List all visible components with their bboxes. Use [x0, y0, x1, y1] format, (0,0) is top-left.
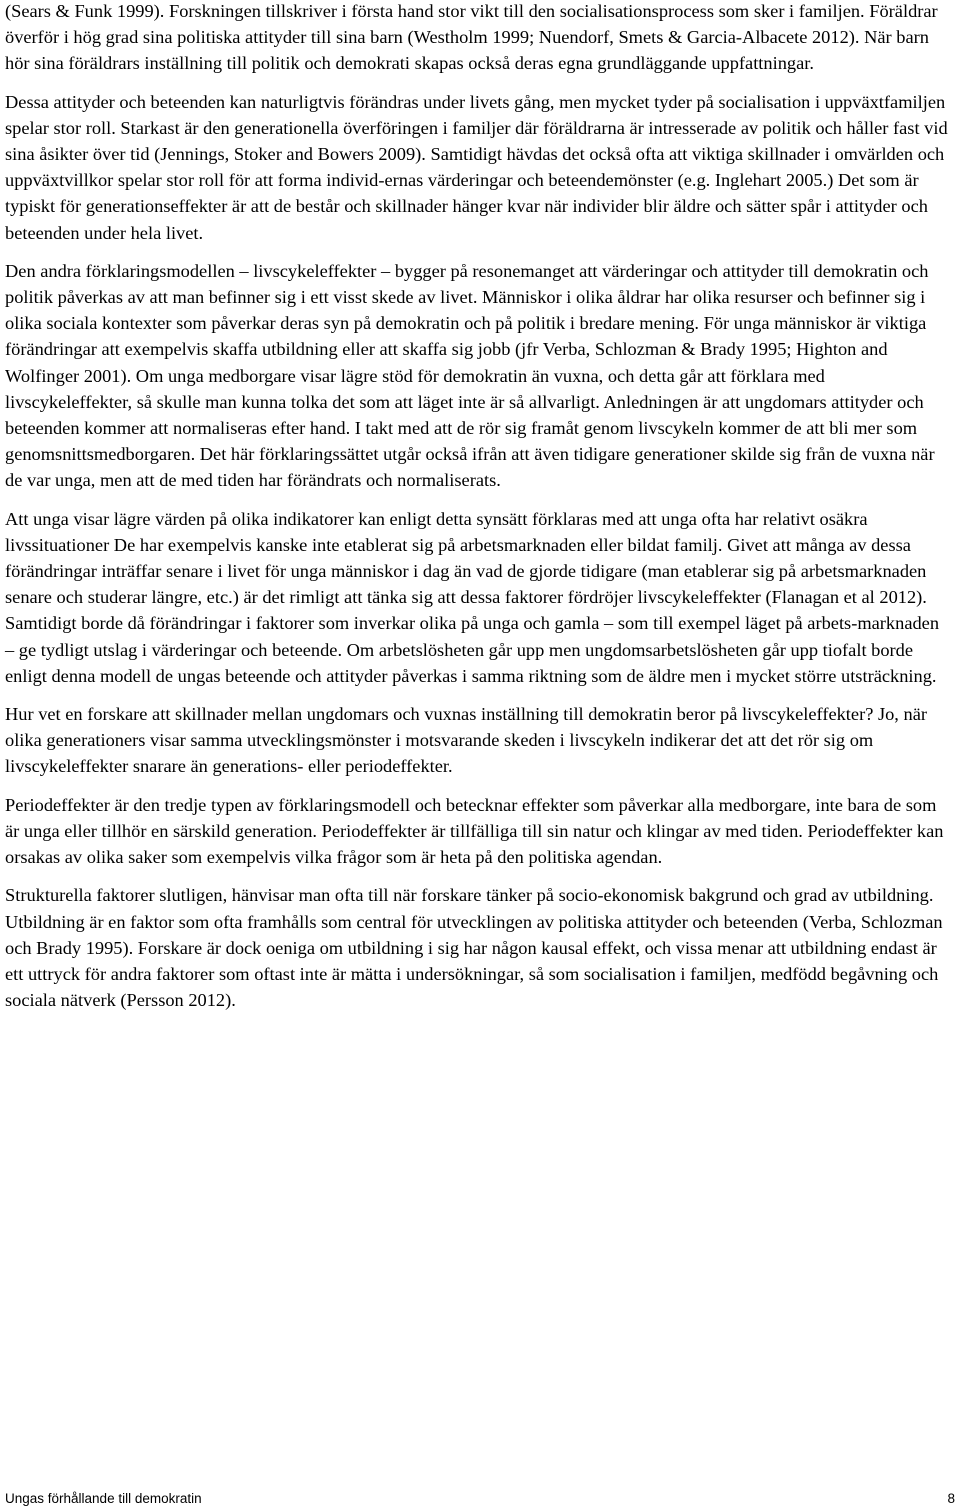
paragraph: Hur vet en forskare att skillnader mellan ungdomars och vuxnas inställning till demokratin beror på livscykeleffekter? Jo, när olika generationers visar samma utvecklingsmönster i motsvarande skeden i livscykeln indikerar det att det rör sig om livscykeleffekter snarare än generations- eller periodeffekter. [5, 704, 927, 777]
paragraph: Att unga visar lägre värden på olika indikatorer kan enligt detta synsätt förklaras med att unga ofta har relativt osäkra livssituationer De har exempelvis kanske inte etablerat sig på arbetsmarknaden eller bildat familj. Givet att många av dessa förändringar inträffar senare i livet för unga människor i dag än vad de gjorde tidigare (man etablerar sig på arbetsmarknaden senare och studerar längre, etc.) är det rimligt att tänka sig att dessa faktorer fördröjer livscykeleffekter (Flanagan et al 2012). Samtidigt borde då förändringar i faktorer som inverkar olika på unga och gamla – som till exempel läget på arbets-marknaden – ge tydligt utslag i värderingar och beteende. Om arbetslösheten går upp men ungdomsarbetslösheten går upp tiofalt borde enligt denna modell de ungas beteende och attityder påverkas i samma riktning som de äldre men i mycket större utsträckning. [5, 508, 940, 686]
page-footer [5, 1490, 955, 1508]
paragraph: Periodeffekter är den tredje typen av förklaringsmodell och betecknar effekter som påverkar alla medborgare, inte bara de som är unga eller tillhör en särskild generation. Periodeffekter är tillfälliga till sin natur och klingar av med tiden. Periodeffekter kan orsakas av olika saker som exempelvis vilka frågor som är heta på den politiska agendan. [5, 794, 944, 868]
paragraph: Den andra förklaringsmodellen – livscykeleffekter – bygger på resonemanget att värderingar och attityder till demokratin och politik påverkas av att man befinner sig i ett visst skede av livet. Människor i olika åldrar har olika resurser och befinner sig i olika sociala kontexter som påverkar deras syn på demokratin och på politik i bredare mening. För unga människor är viktiga förändringar att exempelvis skaffa utbildning eller att skaffa sig jobb (jfr Verba, Schlozman & Brady 1995; Highton and Wolfinger 2001). Om unga medborgare visar lägre stöd för demokratin än vuxna, och detta går att förklara med livscykeleffekter, så skulle man kunna tolka det som att läget inte är så allvarligt. Anledningen är att ungdomars attityder och beteenden kommer att normaliseras efter hand. I takt med att de rör sig framåt genom livscykeln kommer de att bli mer som genomsnittsmedborgaren. Det här förklaringssättet utgår också ifrån att även tidigare generationer skilde sig från de vuxna när de var unga, men att de med tiden har förändrats och normaliserats. [5, 260, 935, 491]
footer-title: Ungas förhållande till demokratin [5, 1491, 202, 1506]
paragraph: Strukturella faktorer slutligen, hänvisar man ofta till när forskare tänker på socio-ekonomisk bakgrund och grad av utbildning. Utbildning är en faktor som ofta framhålls som central för utvecklingen av politiska attityder och beteenden (Verba, Schlozman och Brady 1995). Forskare är dock oeniga om utbildning i sig har någon kausal effekt, och vissa menar att utbildning endast är ett uttryck för andra faktorer som oftast inte är mätta i undersökningar, så som socialisation i familjen, medfödd begåvning och sociala nätverk (Persson 2012). [5, 885, 943, 1011]
paragraph: Dessa attityder och beteenden kan naturligtvis förändras under livets gång, men mycket tyder på socialisation i uppväxtfamiljen spelar stor roll. Starkast är den generationella överföringen i familjer där föräldrarna är intresserade av politik och håller fast vid sina åsikter över tid (Jennings, Stoker and Bowers 2009). Samtidigt hävdas det också ofta att viktiga skillnader i omvärlden och uppväxtvillkor spelar stor roll för att forma individ-ernas värderingar och beteendemönster (e.g. Inglehart 2005.) Det som är typiskt för generationseffekter är att de består och skillnader hänger kvar när individer blir äldre och sätter spår i attityder och beteenden under hela livet. [5, 91, 948, 243]
paragraph: (Sears & Funk 1999). Forskningen tillskriver i första hand stor vikt till den socialisationsprocess som sker i familjen. Föräldrar överför i hög grad sina politiska attityder till sina barn (Westholm 1999; Nuendorf, Smets & Garcia-Albacete 2012). När barn hör sina föräldrars inställning till politik och demokrati skapas också deras egna grundläggande uppfattningar. [5, 1, 938, 74]
page-number: 8 [947, 1491, 955, 1506]
document-body [5, 0, 951, 1025]
